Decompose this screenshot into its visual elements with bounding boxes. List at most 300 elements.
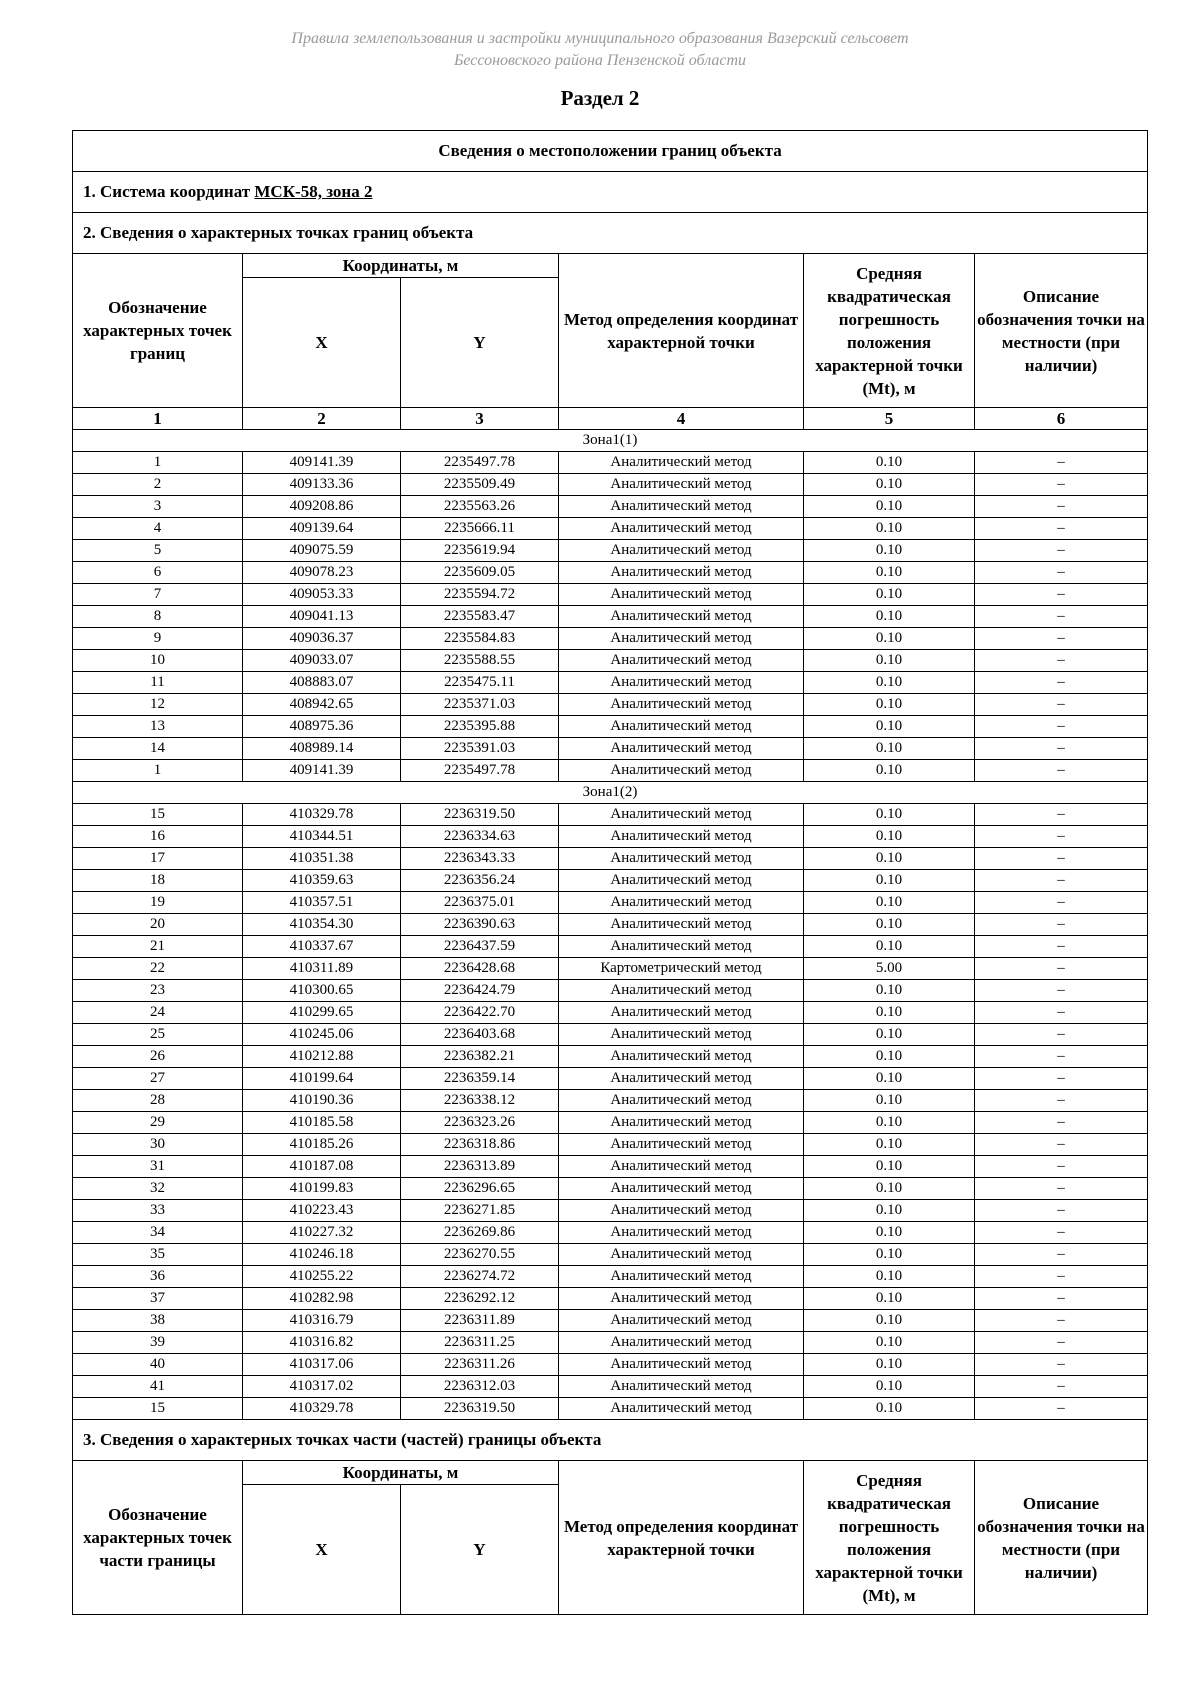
method-cell: Аналитический метод xyxy=(559,1134,804,1156)
table-row xyxy=(73,562,1148,584)
table-title-row xyxy=(73,131,1148,172)
description-cell: – xyxy=(975,1398,1148,1420)
description-cell: – xyxy=(975,1244,1148,1266)
x-coordinate-cell: 409141.39 xyxy=(243,760,401,782)
col-x-header: X xyxy=(243,278,401,408)
description-cell: – xyxy=(975,716,1148,738)
method-cell: Аналитический метод xyxy=(559,1200,804,1222)
point-number-cell: 6 xyxy=(73,562,243,584)
error-cell: 0.10 xyxy=(804,584,975,606)
point-number-cell: 1 xyxy=(73,760,243,782)
method-cell: Аналитический метод xyxy=(559,452,804,474)
error-cell: 0.10 xyxy=(804,1178,975,1200)
table-row xyxy=(73,1244,1148,1266)
point-number-cell: 1 xyxy=(73,452,243,474)
error-cell: 0.10 xyxy=(804,1288,975,1310)
description-cell: – xyxy=(975,1376,1148,1398)
x-coordinate-cell: 408942.65 xyxy=(243,694,401,716)
table-row xyxy=(73,540,1148,562)
error-cell: 0.10 xyxy=(804,474,975,496)
x-coordinate-cell: 410359.63 xyxy=(243,870,401,892)
method-cell: Аналитический метод xyxy=(559,914,804,936)
y-coordinate-cell: 2236403.68 xyxy=(401,1024,559,1046)
method-cell: Аналитический метод xyxy=(559,1266,804,1288)
header-line-2: Бессоновского района Пензенской области xyxy=(453,52,747,69)
error-cell: 0.10 xyxy=(804,1244,975,1266)
y-coordinate-cell: 2235609.05 xyxy=(401,562,559,584)
error-cell: 0.10 xyxy=(804,1310,975,1332)
y-coordinate-cell: 2236319.50 xyxy=(401,804,559,826)
error-cell: 0.10 xyxy=(804,672,975,694)
table-row xyxy=(73,1002,1148,1024)
header-line-1: Правила землепользования и застройки муниципального образования Вазерский сельсовет xyxy=(291,30,909,47)
x-coordinate-cell: 409036.37 xyxy=(243,628,401,650)
table-row xyxy=(73,958,1148,980)
x-coordinate-cell: 409075.59 xyxy=(243,540,401,562)
error-cell: 0.10 xyxy=(804,628,975,650)
table-row xyxy=(73,584,1148,606)
method-cell: Аналитический метод xyxy=(559,1288,804,1310)
x-coordinate-cell: 410344.51 xyxy=(243,826,401,848)
y-coordinate-cell: 2235584.83 xyxy=(401,628,559,650)
error-cell: 0.10 xyxy=(804,650,975,672)
description-cell: – xyxy=(975,892,1148,914)
point-number-cell: 23 xyxy=(73,980,243,1002)
x-coordinate-cell: 410246.18 xyxy=(243,1244,401,1266)
method-cell: Аналитический метод xyxy=(559,980,804,1002)
s3-col-method-header: Метод определения координат характерной точки xyxy=(559,1461,804,1615)
y-coordinate-cell: 2236313.89 xyxy=(401,1156,559,1178)
x-coordinate-cell: 410199.64 xyxy=(243,1068,401,1090)
method-cell: Аналитический метод xyxy=(559,1002,804,1024)
x-coordinate-cell: 410357.51 xyxy=(243,892,401,914)
x-coordinate-cell: 410223.43 xyxy=(243,1200,401,1222)
x-coordinate-cell: 409053.33 xyxy=(243,584,401,606)
point-number-cell: 3 xyxy=(73,496,243,518)
y-coordinate-cell: 2236334.63 xyxy=(401,826,559,848)
table-row xyxy=(73,650,1148,672)
y-coordinate-cell: 2236343.33 xyxy=(401,848,559,870)
table-row xyxy=(73,892,1148,914)
x-coordinate-cell: 410299.65 xyxy=(243,1002,401,1024)
point-number-cell: 32 xyxy=(73,1178,243,1200)
s3-col-description-header: Описание обозначения точки на местности (при наличии) xyxy=(975,1461,1148,1615)
y-coordinate-cell: 2236318.86 xyxy=(401,1134,559,1156)
point-number-cell: 35 xyxy=(73,1244,243,1266)
table-row xyxy=(73,870,1148,892)
method-cell: Аналитический метод xyxy=(559,936,804,958)
y-coordinate-cell: 2235395.88 xyxy=(401,716,559,738)
y-coordinate-cell: 2236274.72 xyxy=(401,1266,559,1288)
point-number-cell: 19 xyxy=(73,892,243,914)
description-cell: – xyxy=(975,1024,1148,1046)
x-coordinate-cell: 409139.64 xyxy=(243,518,401,540)
table-row xyxy=(73,760,1148,782)
description-cell: – xyxy=(975,1178,1148,1200)
table-row xyxy=(73,1310,1148,1332)
method-cell: Аналитический метод xyxy=(559,672,804,694)
table-row xyxy=(73,518,1148,540)
description-cell: – xyxy=(975,1288,1148,1310)
method-cell: Аналитический метод xyxy=(559,892,804,914)
x-coordinate-cell: 409041.13 xyxy=(243,606,401,628)
description-cell: – xyxy=(975,496,1148,518)
description-cell: – xyxy=(975,1200,1148,1222)
method-cell: Аналитический метод xyxy=(559,1354,804,1376)
point-number-cell: 34 xyxy=(73,1222,243,1244)
description-cell: – xyxy=(975,672,1148,694)
col-coords-header: Координаты, м xyxy=(243,254,559,278)
y-coordinate-cell: 2236359.14 xyxy=(401,1068,559,1090)
description-cell: – xyxy=(975,914,1148,936)
x-coordinate-cell: 410212.88 xyxy=(243,1046,401,1068)
x-coordinate-cell: 410351.38 xyxy=(243,848,401,870)
table-row xyxy=(73,1288,1148,1310)
y-coordinate-cell: 2236270.55 xyxy=(401,1244,559,1266)
column-number: 1 xyxy=(73,408,243,430)
point-number-cell: 22 xyxy=(73,958,243,980)
description-cell: – xyxy=(975,870,1148,892)
point-number-cell: 28 xyxy=(73,1090,243,1112)
coord-system-value: МСК-58, зона 2 xyxy=(254,182,373,201)
method-cell: Аналитический метод xyxy=(559,1244,804,1266)
error-cell: 0.10 xyxy=(804,562,975,584)
y-coordinate-cell: 2235666.11 xyxy=(401,518,559,540)
point-number-cell: 15 xyxy=(73,1398,243,1420)
description-cell: – xyxy=(975,474,1148,496)
y-coordinate-cell: 2236338.12 xyxy=(401,1090,559,1112)
column-number: 2 xyxy=(243,408,401,430)
point-number-cell: 25 xyxy=(73,1024,243,1046)
y-coordinate-cell: 2236319.50 xyxy=(401,1398,559,1420)
point-number-cell: 20 xyxy=(73,914,243,936)
description-cell: – xyxy=(975,518,1148,540)
y-coordinate-cell: 2236311.25 xyxy=(401,1332,559,1354)
method-cell: Аналитический метод xyxy=(559,1090,804,1112)
table-row xyxy=(73,1024,1148,1046)
y-coordinate-cell: 2235371.03 xyxy=(401,694,559,716)
zone-name: Зона1(2) xyxy=(73,782,1148,804)
y-coordinate-cell: 2236269.86 xyxy=(401,1222,559,1244)
y-coordinate-cell: 2235391.03 xyxy=(401,738,559,760)
y-coordinate-cell: 2236323.26 xyxy=(401,1112,559,1134)
x-coordinate-cell: 410245.06 xyxy=(243,1024,401,1046)
col-y-header: Y xyxy=(401,278,559,408)
section2-title-row xyxy=(73,213,1148,254)
column-number: 5 xyxy=(804,408,975,430)
x-coordinate-cell: 410329.78 xyxy=(243,804,401,826)
section3-title: 3. Сведения о характерных точках части (частей) границы объекта xyxy=(73,1420,1148,1461)
method-cell: Аналитический метод xyxy=(559,584,804,606)
error-cell: 0.10 xyxy=(804,914,975,936)
description-cell: – xyxy=(975,980,1148,1002)
description-cell: – xyxy=(975,760,1148,782)
description-cell: – xyxy=(975,958,1148,980)
error-cell: 0.10 xyxy=(804,496,975,518)
point-number-cell: 13 xyxy=(73,716,243,738)
table-row xyxy=(73,1046,1148,1068)
method-cell: Аналитический метод xyxy=(559,870,804,892)
error-cell: 0.10 xyxy=(804,1002,975,1024)
table-row xyxy=(73,694,1148,716)
table-row xyxy=(73,1156,1148,1178)
method-cell: Аналитический метод xyxy=(559,540,804,562)
description-cell: – xyxy=(975,1046,1148,1068)
error-cell: 0.10 xyxy=(804,848,975,870)
x-coordinate-cell: 409141.39 xyxy=(243,452,401,474)
error-cell: 0.10 xyxy=(804,870,975,892)
description-cell: – xyxy=(975,452,1148,474)
col-method-header: Метод определения координат характерной точки xyxy=(559,254,804,408)
table-row xyxy=(73,826,1148,848)
column-number-row xyxy=(73,408,1148,430)
description-cell: – xyxy=(975,1134,1148,1156)
table-row xyxy=(73,1178,1148,1200)
table-row xyxy=(73,716,1148,738)
point-number-cell: 39 xyxy=(73,1332,243,1354)
table-row xyxy=(73,1332,1148,1354)
description-cell: – xyxy=(975,936,1148,958)
error-cell: 0.10 xyxy=(804,738,975,760)
error-cell: 0.10 xyxy=(804,1024,975,1046)
point-number-cell: 40 xyxy=(73,1354,243,1376)
point-number-cell: 31 xyxy=(73,1156,243,1178)
error-cell: 0.10 xyxy=(804,760,975,782)
error-cell: 0.10 xyxy=(804,1156,975,1178)
col-error-header: Средняя квадратическая погрешность положения характерной точки (Mt), м xyxy=(804,254,975,408)
method-cell: Аналитический метод xyxy=(559,1332,804,1354)
table-row xyxy=(73,1200,1148,1222)
s3-col-coords-header: Координаты, м xyxy=(243,1461,559,1485)
x-coordinate-cell: 410185.26 xyxy=(243,1134,401,1156)
y-coordinate-cell: 2236428.68 xyxy=(401,958,559,980)
description-cell: – xyxy=(975,1310,1148,1332)
error-cell: 5.00 xyxy=(804,958,975,980)
method-cell: Аналитический метод xyxy=(559,1222,804,1244)
x-coordinate-cell: 410190.36 xyxy=(243,1090,401,1112)
y-coordinate-cell: 2236311.26 xyxy=(401,1354,559,1376)
method-cell: Картометрический метод xyxy=(559,958,804,980)
x-coordinate-cell: 409033.07 xyxy=(243,650,401,672)
point-number-cell: 10 xyxy=(73,650,243,672)
coord-system-cell xyxy=(73,172,1148,213)
point-number-cell: 16 xyxy=(73,826,243,848)
error-cell: 0.10 xyxy=(804,936,975,958)
table-row xyxy=(73,738,1148,760)
table-row xyxy=(73,1068,1148,1090)
point-number-cell: 21 xyxy=(73,936,243,958)
point-number-cell: 2 xyxy=(73,474,243,496)
table-row xyxy=(73,914,1148,936)
col-designation-header: Обозначение характерных точек границ xyxy=(73,254,243,408)
zone-name: Зона1(1) xyxy=(73,430,1148,452)
error-cell: 0.10 xyxy=(804,1398,975,1420)
y-coordinate-cell: 2236292.12 xyxy=(401,1288,559,1310)
method-cell: Аналитический метод xyxy=(559,1024,804,1046)
table-row xyxy=(73,1354,1148,1376)
y-coordinate-cell: 2236422.70 xyxy=(401,1002,559,1024)
x-coordinate-cell: 410185.58 xyxy=(243,1112,401,1134)
coord-system-label: 1. Система координат xyxy=(83,182,251,201)
point-number-cell: 30 xyxy=(73,1134,243,1156)
point-number-cell: 9 xyxy=(73,628,243,650)
point-number-cell: 24 xyxy=(73,1002,243,1024)
error-cell: 0.10 xyxy=(804,1046,975,1068)
method-cell: Аналитический метод xyxy=(559,496,804,518)
method-cell: Аналитический метод xyxy=(559,1156,804,1178)
method-cell: Аналитический метод xyxy=(559,1376,804,1398)
table-row xyxy=(73,1398,1148,1420)
x-coordinate-cell: 409133.36 xyxy=(243,474,401,496)
description-cell: – xyxy=(975,826,1148,848)
x-coordinate-cell: 410199.83 xyxy=(243,1178,401,1200)
table-row xyxy=(73,672,1148,694)
y-coordinate-cell: 2236390.63 xyxy=(401,914,559,936)
y-coordinate-cell: 2236424.79 xyxy=(401,980,559,1002)
error-cell: 0.10 xyxy=(804,980,975,1002)
method-cell: Аналитический метод xyxy=(559,826,804,848)
error-cell: 0.10 xyxy=(804,1200,975,1222)
description-cell: – xyxy=(975,1090,1148,1112)
table-row xyxy=(73,628,1148,650)
y-coordinate-cell: 2236437.59 xyxy=(401,936,559,958)
method-cell: Аналитический метод xyxy=(559,606,804,628)
description-cell: – xyxy=(975,1332,1148,1354)
point-number-cell: 5 xyxy=(73,540,243,562)
y-coordinate-cell: 2235594.72 xyxy=(401,584,559,606)
column-number: 6 xyxy=(975,408,1148,430)
y-coordinate-cell: 2235497.78 xyxy=(401,452,559,474)
x-coordinate-cell: 410316.82 xyxy=(243,1332,401,1354)
x-coordinate-cell: 410311.89 xyxy=(243,958,401,980)
point-number-cell: 33 xyxy=(73,1200,243,1222)
x-coordinate-cell: 410255.22 xyxy=(243,1266,401,1288)
method-cell: Аналитический метод xyxy=(559,760,804,782)
error-cell: 0.10 xyxy=(804,452,975,474)
method-cell: Аналитический метод xyxy=(559,738,804,760)
method-cell: Аналитический метод xyxy=(559,694,804,716)
s3-col-x-header: X xyxy=(243,1485,401,1615)
s3-col-designation-header: Обозначение характерных точек части границы xyxy=(73,1461,243,1615)
point-number-cell: 41 xyxy=(73,1376,243,1398)
y-coordinate-cell: 2235583.47 xyxy=(401,606,559,628)
method-cell: Аналитический метод xyxy=(559,1398,804,1420)
x-coordinate-cell: 409208.86 xyxy=(243,496,401,518)
section2-title: 2. Сведения о характерных точках границ объекта xyxy=(73,213,1148,254)
description-cell: – xyxy=(975,738,1148,760)
section3-title-row xyxy=(73,1420,1148,1461)
table-row xyxy=(73,452,1148,474)
x-coordinate-cell: 410227.32 xyxy=(243,1222,401,1244)
point-number-cell: 38 xyxy=(73,1310,243,1332)
boundary-table xyxy=(72,130,1148,1615)
x-coordinate-cell: 408975.36 xyxy=(243,716,401,738)
zone-header-row xyxy=(73,782,1148,804)
error-cell: 0.10 xyxy=(804,1112,975,1134)
method-cell: Аналитический метод xyxy=(559,848,804,870)
description-cell: – xyxy=(975,562,1148,584)
point-number-cell: 36 xyxy=(73,1266,243,1288)
table-row xyxy=(73,1266,1148,1288)
s3-col-y-header: Y xyxy=(401,1485,559,1615)
description-cell: – xyxy=(975,606,1148,628)
section3-header-row xyxy=(73,1461,1148,1485)
method-cell: Аналитический метод xyxy=(559,1112,804,1134)
x-coordinate-cell: 410329.78 xyxy=(243,1398,401,1420)
table-row xyxy=(73,474,1148,496)
point-number-cell: 15 xyxy=(73,804,243,826)
error-cell: 0.10 xyxy=(804,694,975,716)
error-cell: 0.10 xyxy=(804,518,975,540)
table-row xyxy=(73,606,1148,628)
point-number-cell: 37 xyxy=(73,1288,243,1310)
section-title: Раздел 2 xyxy=(560,86,640,110)
y-coordinate-cell: 2235563.26 xyxy=(401,496,559,518)
error-cell: 0.10 xyxy=(804,1090,975,1112)
table-row xyxy=(73,1222,1148,1244)
point-number-cell: 11 xyxy=(73,672,243,694)
table-row xyxy=(73,1134,1148,1156)
table-row xyxy=(73,1376,1148,1398)
error-cell: 0.10 xyxy=(804,1354,975,1376)
table-title: Сведения о местоположении границ объекта xyxy=(73,131,1148,172)
table-row xyxy=(73,980,1148,1002)
error-cell: 0.10 xyxy=(804,1134,975,1156)
description-cell: – xyxy=(975,1354,1148,1376)
point-number-cell: 4 xyxy=(73,518,243,540)
zone-header-row xyxy=(73,430,1148,452)
y-coordinate-cell: 2236271.85 xyxy=(401,1200,559,1222)
description-cell: – xyxy=(975,1156,1148,1178)
y-coordinate-cell: 2235588.55 xyxy=(401,650,559,672)
point-number-cell: 26 xyxy=(73,1046,243,1068)
x-coordinate-cell: 410316.79 xyxy=(243,1310,401,1332)
description-cell: – xyxy=(975,1222,1148,1244)
error-cell: 0.10 xyxy=(804,1222,975,1244)
x-coordinate-cell: 408989.14 xyxy=(243,738,401,760)
y-coordinate-cell: 2236382.21 xyxy=(401,1046,559,1068)
point-number-cell: 7 xyxy=(73,584,243,606)
x-coordinate-cell: 410282.98 xyxy=(243,1288,401,1310)
description-cell: – xyxy=(975,804,1148,826)
column-number: 4 xyxy=(559,408,804,430)
table-row xyxy=(73,496,1148,518)
column-number: 3 xyxy=(401,408,559,430)
method-cell: Аналитический метод xyxy=(559,1046,804,1068)
y-coordinate-cell: 2236296.65 xyxy=(401,1178,559,1200)
col-description-header: Описание обозначения точки на местности (при наличии) xyxy=(975,254,1148,408)
table-row xyxy=(73,1090,1148,1112)
method-cell: Аналитический метод xyxy=(559,518,804,540)
x-coordinate-cell: 410300.65 xyxy=(243,980,401,1002)
method-cell: Аналитический метод xyxy=(559,628,804,650)
description-cell: – xyxy=(975,650,1148,672)
description-cell: – xyxy=(975,584,1148,606)
error-cell: 0.10 xyxy=(804,804,975,826)
point-number-cell: 27 xyxy=(73,1068,243,1090)
error-cell: 0.10 xyxy=(804,1332,975,1354)
table-row xyxy=(73,848,1148,870)
method-cell: Аналитический метод xyxy=(559,1178,804,1200)
point-number-cell: 14 xyxy=(73,738,243,760)
point-number-cell: 12 xyxy=(73,694,243,716)
error-cell: 0.10 xyxy=(804,892,975,914)
method-cell: Аналитический метод xyxy=(559,1068,804,1090)
table-row xyxy=(73,1112,1148,1134)
y-coordinate-cell: 2236311.89 xyxy=(401,1310,559,1332)
y-coordinate-cell: 2235475.11 xyxy=(401,672,559,694)
x-coordinate-cell: 410317.06 xyxy=(243,1354,401,1376)
